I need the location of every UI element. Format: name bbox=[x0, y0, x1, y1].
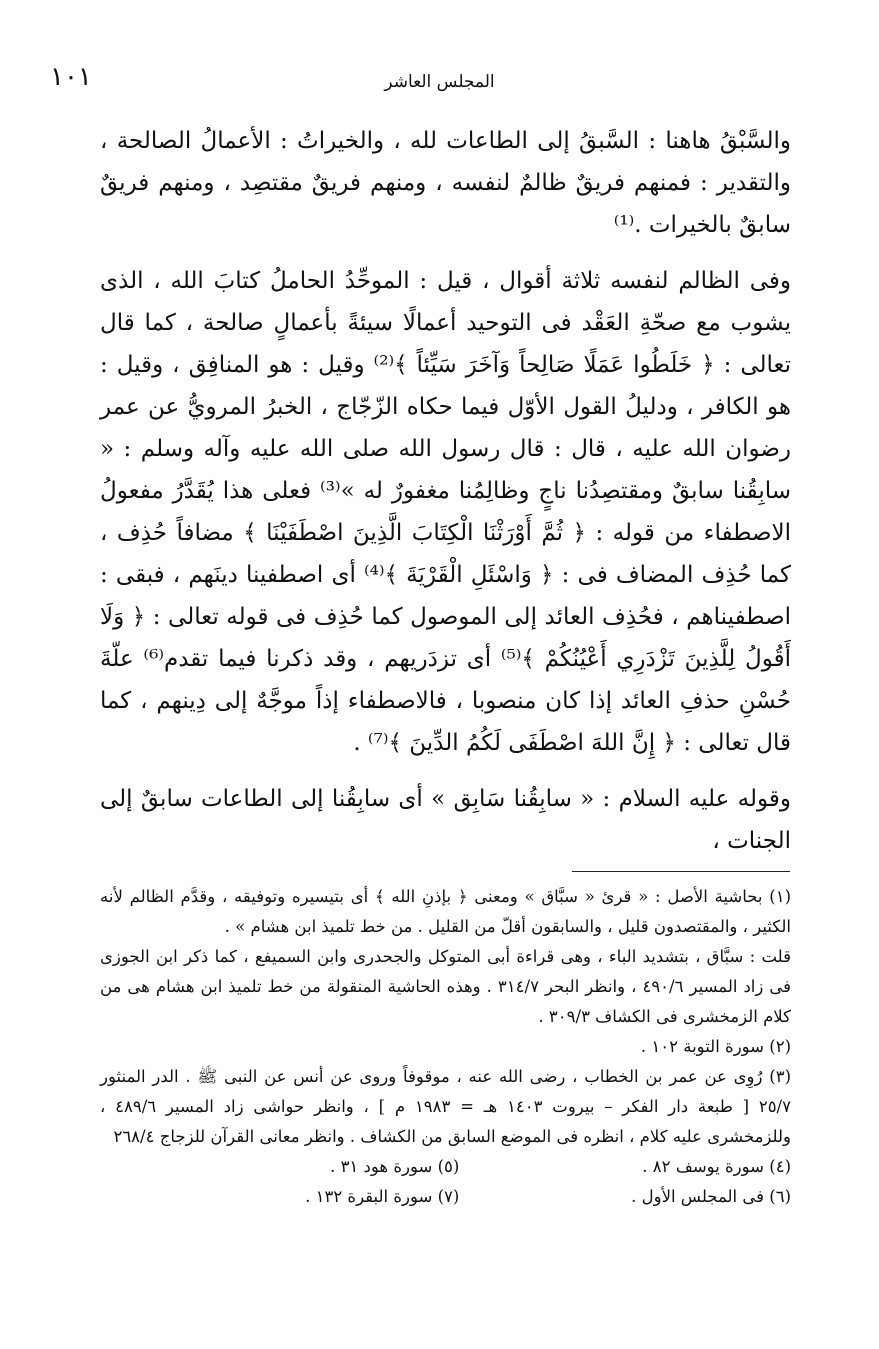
footnote-4: (٤) سورة يوسف ٨٢ . bbox=[642, 1157, 791, 1176]
running-title: المجلس العاشر bbox=[384, 72, 495, 92]
footnote-2: (٢) سورة التوبة ١٠٢ . bbox=[640, 1037, 791, 1056]
page-header bbox=[100, 58, 779, 98]
footnote-3: (٣) رُوِى عن عمر بن الخطاب ، رضى الله عنه ، موقوفاً وروى عن أنس عن النبى ﷺ . الدر المنثور ٢٥/٧ [ طبعة دار الفكر – بيروت ١٤٠٣ هـ = ١٩٨٣ م ] ، وانظر حواشى زاد المسير ٤٨٩/٦ ، وللزمخشرى عليه كلام ، انظره فى الموضع السابق من الكشاف . وانظر معانى القرآن للزجاج ٢٦٨/٤ bbox=[100, 1067, 791, 1146]
footnotes bbox=[100, 882, 791, 1212]
footnote-1: (١) بحاشية الأصل : « قرئ « سبَّاق » ومعنى ﴿ بإذنِ الله ﴾ أى بتيسيره وتوفيقه ، وقدَّم الظالم لأنه الكثير ، والمقتصدون قليل ، والسابقون أقلّ من القليل . من خط تلميذ ابن هشام » . bbox=[100, 887, 791, 936]
paragraph-1: والسَّبْقُ هاهنا : السَّبقُ إلى الطاعات لله ، والخيراتُ : الأعمالُ الصالحة ، والتقدير : فمنهم فريقٌ ظالمٌ لنفسه ، ومنهم فريقٌ مقتصِد ، ومنهم فريقٌ سابقٌ بالخيرات .⁽¹⁾ bbox=[100, 128, 791, 238]
footnote-1-continuation: قلت : سبَّاق ، بتشديد الباء ، وهى قراءة أبى المتوكل والجحدرى وابن السميفع ، كما ذكر ابن الجوزى فى زاد المسير ٤٩٠/٦ ، وانظر البحر ٣١٤/٧ . وهذه الحاشية المنقولة من خط تلميذ ابن هشام هى من كلام الزمخشرى فى الكشاف ٣٠٩/٣ . bbox=[100, 947, 791, 1026]
main-text bbox=[100, 120, 791, 876]
footnote-5: (٥) سورة هود ٣١ . bbox=[330, 1157, 460, 1176]
footnote-row-4-5 bbox=[100, 1152, 791, 1182]
paragraph-3: وقوله عليه السلام : « سابِقُنا سَابِق » أى سابِقُنا إلى الطاعات سابقٌ إلى الجنات ، bbox=[100, 786, 791, 854]
footnote-row-6-7 bbox=[100, 1182, 791, 1212]
footnote-6: (٦) فى المجلس الأول . bbox=[631, 1187, 791, 1206]
footnote-divider bbox=[572, 871, 790, 872]
footnote-7: (٧) سورة البقرة ١٣٢ . bbox=[305, 1187, 460, 1206]
page-number: ١٠١ bbox=[50, 62, 92, 92]
paragraph-2: وفى الظالم لنفسه ثلاثة أقوال ، قيل : الموحِّدُ الحاملُ كتابَ الله ، الذى يشوب مع صحّةِ العَقْد فى التوحيد أعمالًا سيئةً بأعمالٍ صالحة ، كما قال تعالى : ﴿ خَلَطُوا عَمَلًا صَالِحاً وَآخَرَ سَيِّئاً ﴾⁽²⁾ وقيل : هو المنافِق ، وقيل : هو الكافر ، ودليلُ القول الأوّل فيما حكاه الزّجّاج ، الخبرُ المرويُّ عن عمر رضوان الله عليه ، قال : قال رسول الله صلى الله عليه وآله وسلم : « سابِقُنا سابقٌ ومقتصِدُنا ناجٍ وظالِمُنا مغفورٌ له »⁽³⁾ فعلى هذا يُقَدَّرُ مفعولُ الاصطفاء من قوله : ﴿ ثُمَّ أَوْرَثْنَا الْكِتَابَ الَّذِينَ اصْطَفَيْنَا ﴾ مضافاً حُذِف ، كما حُذِف المضاف فى : ﴿ وَاسْئَلِ الْقَرْيَةَ ﴾⁽⁴⁾ أى اصطفينا دينَهم ، فبقى : اصطفيناهم ، فحُذِف العائد إلى الموصول كما حُذِف فى قوله تعالى : ﴿ وَلَا أَقُولُ لِلَّذِينَ تَزْدَرِي أَعْيُنُكُمْ ﴾⁽⁵⁾ أى تزدَريهم ، وقد ذكرنا فيما تقدم⁽⁶⁾ علّةَ حُسْنِ حذفِ العائد إذا كان منصوبا ، فالاصطفاء إذاً موجَّهٌ إلى دِينهم ، كما قال تعالى : ﴿ إِنَّ اللهَ اصْطَفَى لَكُمُ الدِّينَ ﴾⁽⁷⁾ . bbox=[100, 268, 792, 756]
